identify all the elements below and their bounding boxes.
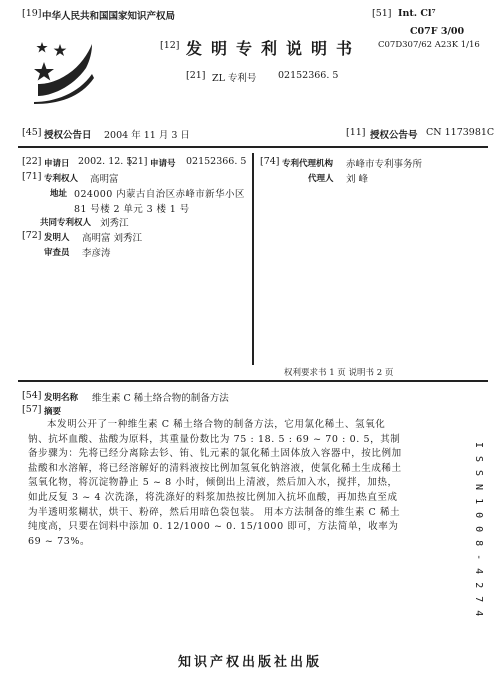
co-owner-label: 共同专利权人 (40, 218, 92, 228)
appno-value: 02152366. 5 (186, 156, 247, 167)
patent-no-value: 02152366. 5 (278, 70, 339, 81)
inventor-value: 高明富 刘秀江 (82, 233, 143, 244)
intcl-label: Int. Cl⁷ (398, 8, 436, 19)
address-label: 地址 (50, 189, 68, 199)
grant-no-tag: [11] (346, 127, 366, 138)
intcl-secondary: C07D307/62 A23K 1/16 (378, 40, 480, 50)
doc-type-tag: [12] (160, 40, 180, 51)
grant-date-tag: [45] (22, 127, 42, 138)
divider (18, 146, 488, 148)
grant-date-label: 授权公告日 (44, 130, 92, 141)
issn-vertical (468, 442, 488, 652)
agency-tag: [74] (260, 156, 280, 167)
publisher-footer: 知识产权出版社出版 (177, 655, 322, 670)
intcl-main: C07F 3/00 (410, 26, 465, 37)
abstract-label: 摘要 (44, 407, 62, 417)
examiner-label: 审查员 (44, 248, 70, 258)
country-tag: [19] (22, 8, 42, 19)
inventor-tag: [72] (22, 230, 42, 241)
grant-no-label: 授权公告号 (370, 130, 418, 141)
appno-label: 申请号 (150, 159, 176, 169)
agent-label: 代理人 (308, 174, 334, 184)
owner-value: 高明富 (90, 174, 119, 185)
inventor-label: 发明人 (44, 233, 70, 243)
grant-date-value: 2004 年 11 月 3 日 (104, 130, 190, 141)
invention-title-label: 发明名称 (44, 393, 79, 403)
state-emblem-icon (30, 38, 100, 104)
filing-tag: [22] (22, 156, 42, 167)
intcl-tag: [51] (372, 8, 392, 19)
grant-no-value: CN 1173981C (426, 127, 495, 138)
divider (18, 380, 488, 382)
co-owner-value: 刘秀江 (100, 218, 129, 229)
patent-no-tag: [21] (186, 70, 206, 81)
claims-info: 权利要求书 1 页 说明书 2 页 (284, 368, 394, 378)
doc-type-title: 发明专利说明书 (186, 39, 362, 58)
issn-text: ISSN1008-4274 (473, 442, 484, 625)
examiner-value: 李彦涛 (82, 248, 111, 259)
agent-value: 刘 峰 (346, 174, 369, 185)
abstract-text: 本发明公开了一种维生素 C 稀土络合物的制备方法，它用氯化稀土、氢氧化钠、抗坏血酸、盐酸为原料，其重量份数比为 75 : 18. 5 : 69 ~ 70 : 0. 5，其制备步骤为：先将已经分离除去钐、铕、钆元素的氯化稀土固体放入容器中，按比例加盐酸和水溶解，将已经溶解好的清料液按比例加氢氧化钠溶液，使氯化稀土生成稀土氢氧化物，将沉淀物静止 5 ~ 8 小时，倾倒出上清液，然后加入水，搅拌，加热，如此反复 3 ~ 4 次洗涤，将洗涤好的料浆加热按比例加入抗坏血酸，再加热直至成为半透明浆糊状，烘干、粉碎，然后用暗色袋包装。 用本方法制备的维生素 C 稀土纯度高，只要在饲料中添加 0. 12/1000 ~ 0. 15/1000 即可，方法简单，收率为 69 ~ 73%。 (28, 419, 402, 547)
country-name: 中华人民共和国国家知识产权局 (42, 11, 176, 22)
invention-title-tag: [54] (22, 390, 42, 401)
address-line2: 81 号楼 2 单元 3 楼 1 号 (74, 204, 190, 215)
agency-label: 专利代理机构 (282, 159, 334, 169)
owner-label: 专利权人 (44, 174, 79, 184)
filing-value: 2002. 12. 5 (78, 156, 133, 167)
patent-no-label: ZL 专利号 (212, 73, 257, 84)
owner-tag: [71] (22, 171, 42, 182)
appno-tag: [21] (128, 156, 148, 167)
invention-title-value: 维生素 C 稀土络合物的制备方法 (92, 393, 229, 404)
abstract-tag: [57] (22, 404, 42, 415)
filing-label: 申请日 (44, 159, 70, 169)
address-line1: 024000 内蒙古自治区赤峰市新华小区 (74, 189, 245, 200)
column-divider (252, 153, 254, 365)
agency-value: 赤峰市专利事务所 (346, 159, 423, 170)
